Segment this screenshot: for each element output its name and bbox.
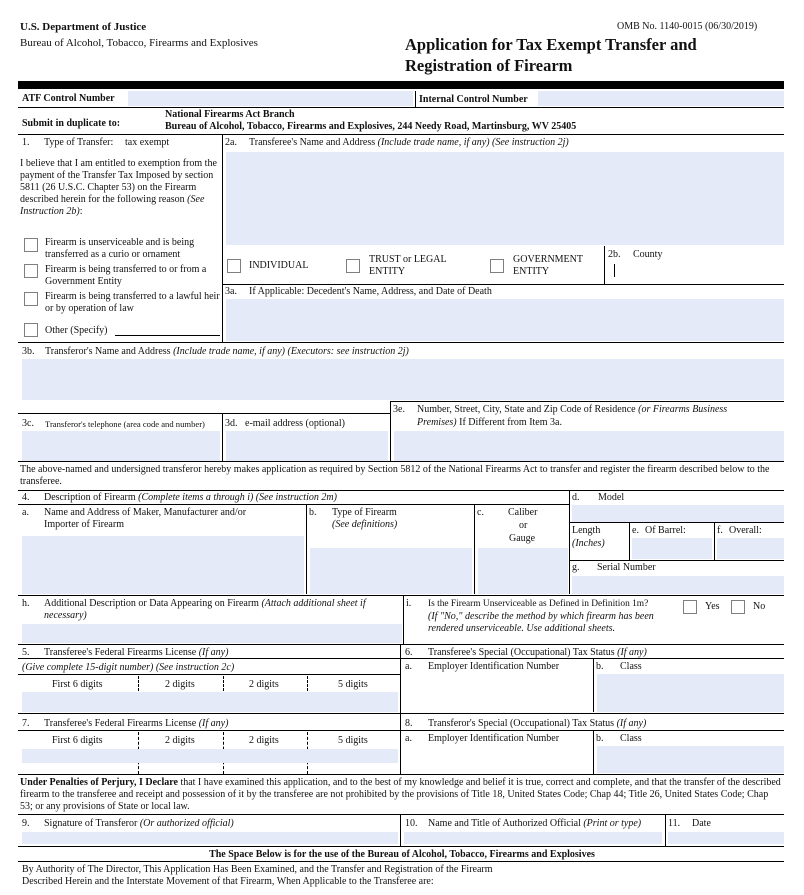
s4a-label-line2: Importer of Firearm: [44, 519, 124, 530]
divider: [604, 246, 605, 284]
divider: [18, 342, 784, 343]
s6-label-text: Transferee's Special (Occupational) Tax Status: [428, 647, 615, 658]
application-statement: The above-named and undersigned transferor hereby makes application as required by Section 5812 of the National Firearms Act to transfer and register the firearm described below to the transferee.: [20, 464, 770, 487]
s4c-num: c.: [477, 507, 484, 518]
s6a-label: Employer Identification Number: [428, 661, 560, 672]
divider: [18, 490, 784, 491]
s3e-label: Number, Street, City, State and Zip Code of Residence: [417, 404, 636, 415]
s7-col4: 5 digits: [338, 735, 368, 746]
s11-num: 11.: [668, 818, 681, 829]
s3e-line1: [417, 404, 727, 416]
s6-ifany: (If any): [617, 647, 647, 658]
divider: [18, 814, 784, 815]
divider: [222, 413, 223, 461]
s1-option2-label: Firearm is being transferred to or from a Government Entity: [45, 264, 207, 287]
s4h-note2: necessary): [44, 610, 87, 621]
s4b-num: b.: [309, 507, 317, 518]
date-field[interactable]: [668, 832, 784, 844]
s1-option4-label: Other (Specify): [45, 325, 108, 336]
s10-label-text: Name and Title of Authorized Official: [428, 818, 581, 829]
government-label-line1: GOVERNMENT: [513, 254, 583, 265]
divider: [400, 730, 784, 731]
transferee-sot-class-field[interactable]: [597, 674, 784, 712]
perjury-lead: Under Penalties of Perjury, I Declare: [20, 777, 178, 788]
s7-col3: 2 digits: [249, 735, 279, 746]
s5-col1: First 6 digits: [52, 679, 103, 690]
yes-label: Yes: [705, 601, 720, 612]
s8a-label: Employer Identification Number: [428, 733, 560, 744]
divider: [403, 595, 404, 644]
s2b-num: 2b.: [608, 249, 621, 260]
s8-ifany: (If any): [616, 718, 647, 729]
transferor-signature-field[interactable]: [22, 832, 398, 844]
s2a-num: 2a.: [225, 137, 237, 148]
s9-label: [44, 818, 234, 830]
s4c-label-line3: Gauge: [509, 533, 536, 544]
caliber-field[interactable]: [478, 548, 568, 594]
s3e-note3: If Different from Item 3a.: [459, 417, 562, 428]
s4-num: 4.: [22, 492, 30, 503]
s3e-note2: Premises): [417, 417, 457, 428]
divider: [18, 644, 784, 645]
divider: [593, 730, 594, 774]
divider: [400, 644, 401, 774]
transferor-phone-field[interactable]: [22, 431, 220, 461]
official-name-field[interactable]: [404, 832, 662, 844]
divider: [18, 595, 784, 596]
s5-note: (Give complete 15-digit number) (See instruction 2c): [22, 662, 235, 673]
s4b-label-line2: (See definitions): [332, 519, 398, 530]
perjury-text: that I have examined this application, and to the best of my knowledge and belief it is true, correct and complete, and that the transfer of the described firearm to the transferee and receipt and possession of it by the transferee are not prohibited by the provisions of Title 18, United States Code; Chap 44; Title 26, United States Code; Chap 53; or any provisions of State or local law.: [20, 777, 781, 812]
branch-address: Bureau of Alcohol, Tobacco, Firearms and Explosives, 244 Needy Road, Martinsburg, WV 25405: [165, 121, 577, 132]
divider: [474, 504, 475, 594]
trust-label-line2: ENTITY: [369, 266, 406, 277]
s4h-label: Additional Description or Data Appearing on Firearm: [44, 598, 259, 609]
divider: [18, 846, 784, 847]
authority-line1: By Authority of The Director, This Application Has Been Examined, and the Transfer and Registration of the Firearm: [22, 864, 493, 875]
divider: [18, 107, 784, 108]
s6b-num: b.: [596, 661, 604, 672]
divider: [569, 522, 784, 523]
s4g-num: g.: [572, 562, 580, 573]
s1-option1-label: Firearm is unserviceable and is being transferred as a curio or ornament: [45, 237, 195, 260]
s3b-label: [45, 346, 409, 358]
trust-checkbox[interactable]: [346, 259, 360, 273]
divider: [390, 401, 391, 461]
s4-label: [44, 492, 337, 504]
s3a-label: If Applicable: Decedent's Name, Address, and Date of Death: [249, 286, 492, 297]
branch-name: National Firearms Act Branch: [165, 109, 295, 120]
bureau-name: Bureau of Alcohol, Tobacco, Firearms and Explosives: [20, 37, 258, 49]
atf-control-label: ATF Control Number: [22, 93, 115, 104]
s4c-label-line1: Caliber: [508, 507, 538, 518]
divider: [390, 401, 784, 402]
serial-number-field[interactable]: [572, 576, 784, 594]
s1-belief: [20, 158, 220, 218]
atf-use-heading: The Space Below is for the use of the Bureau of Alcohol, Tobacco, Firearms and Explosives: [209, 849, 595, 860]
s8-num: 8.: [405, 718, 413, 729]
s10-num: 10.: [405, 818, 418, 829]
s4d-num: d.: [572, 492, 580, 503]
s10-note: (Print or type): [583, 818, 642, 829]
divider: [569, 560, 784, 561]
s8b-num: b.: [596, 733, 604, 744]
divider: [629, 522, 630, 560]
s5-col3: 2 digits: [249, 679, 279, 690]
s3d-label: e-mail address (optional): [245, 418, 345, 429]
s10-label: [428, 818, 641, 830]
form-title-line1: Application for Tax Exempt Transfer and: [405, 35, 697, 54]
s7-label: [44, 718, 228, 730]
divider: [307, 676, 308, 691]
s4-note: (Complete items a through i) (See instruction 2m): [138, 492, 337, 503]
s2b-label: County: [633, 249, 663, 260]
divider: [18, 674, 400, 675]
individual-checkbox[interactable]: [227, 259, 241, 273]
trust-label-line1: TRUST or LEGAL: [369, 254, 447, 265]
divider: [714, 522, 715, 560]
unserviceable-no-checkbox[interactable]: [731, 600, 745, 614]
s4h-note1: (Attach additional sheet if: [261, 598, 366, 609]
government-checkbox[interactable]: [490, 259, 504, 273]
divider: [569, 490, 570, 594]
additional-description-field[interactable]: [22, 624, 402, 643]
unserviceable-yes-checkbox[interactable]: [683, 600, 697, 614]
divider: [18, 504, 570, 505]
form-title-line2: Registration of Firearm: [405, 56, 573, 75]
transferor-ffl-field[interactable]: [22, 749, 398, 763]
s1-option1-checkbox[interactable]: [24, 238, 38, 252]
s4e-num: e.: [632, 525, 639, 536]
s6b-label: Class: [620, 661, 642, 672]
s8a-num: a.: [405, 733, 412, 744]
divider: [665, 814, 666, 846]
divider: [223, 676, 224, 691]
transferor-residence-field[interactable]: [394, 431, 784, 461]
s11-label: Date: [692, 818, 711, 829]
length-inches: (Inches): [572, 538, 605, 549]
s3b-note: (Include trade name, if any) (Executors: see instruction 2j): [173, 346, 409, 357]
perjury-declaration: [20, 777, 782, 813]
s6-num: 6.: [405, 647, 413, 658]
s6a-num: a.: [405, 661, 412, 672]
s4a-label-line1: Name and Address of Maker, Manufacturer and/or: [44, 507, 247, 518]
barrel-length-field[interactable]: [632, 538, 712, 559]
s4f-label: Overall:: [729, 525, 762, 536]
divider: [222, 134, 223, 342]
divider: [400, 658, 784, 659]
s1-label: Type of Transfer:: [44, 137, 114, 148]
s9-num: 9.: [22, 818, 30, 829]
divider: [18, 861, 784, 862]
s4i-note1: (If "No," describe the method by which firearm has been: [428, 611, 654, 622]
s8-label-text: Transferor's Special (Occupational) Tax Status: [428, 718, 615, 729]
s4i-note2: rendered unserviceable. Use additional sheets.: [428, 623, 615, 634]
no-label: No: [753, 601, 766, 612]
divider: [18, 134, 784, 135]
divider: [593, 658, 594, 712]
divider: [18, 658, 400, 659]
s4c-label-line2: or: [519, 520, 528, 531]
s2a-note: (Include trade name, if any) (See instruction 2j): [377, 137, 569, 148]
s4i-label: Is the Firearm Unserviceable as Defined in Definition 1m?: [428, 599, 649, 609]
s2a-label: [249, 137, 569, 149]
s4b-label-line1: Type of Firearm: [332, 507, 397, 518]
s1-option3-checkbox[interactable]: [24, 292, 38, 306]
s5-col4: 5 digits: [338, 679, 368, 690]
transferor-sot-class-field[interactable]: [597, 746, 784, 773]
divider: [222, 284, 784, 285]
s9-label-text: Signature of Transferor: [44, 818, 138, 829]
s1-option3-label: Firearm is being transferred to a lawful heir or by operation of law: [45, 291, 220, 314]
s4h-num: h.: [22, 598, 30, 609]
government-label-line2: ENTITY: [513, 266, 550, 277]
transferee-ffl-field[interactable]: [22, 692, 398, 712]
s3e-note1: (or Firearms Business: [638, 404, 728, 415]
divider: [415, 91, 416, 107]
s7-col1: First 6 digits: [52, 735, 103, 746]
s3b-label-text: Transferor's Name and Address: [45, 346, 171, 357]
s4e-label: Of Barrel:: [645, 525, 686, 536]
divider: [18, 713, 784, 714]
s3c-label: Transferor's telephone (area code and number): [45, 419, 205, 429]
s4f-num: f.: [717, 525, 723, 536]
s8b-label: Class: [620, 733, 642, 744]
county-cursor: [614, 264, 615, 277]
s5-label-text: Transferee's Federal Firearms License: [44, 647, 197, 658]
s4g-label: Serial Number: [597, 562, 656, 573]
s1-belief-text: I believe that I am entitled to exemption from the payment of the Transfer Tax Imposed by section 5811 (26 U.S.C. Chapter 53) on the Firearm described herein for the following reason: [20, 158, 217, 205]
s9-note: (Or authorized official): [139, 818, 234, 829]
s1-option2-checkbox[interactable]: [24, 264, 38, 278]
divider: [138, 676, 139, 691]
header-rule: [18, 81, 784, 89]
s7-label-text: Transferee's Federal Firearms License: [44, 718, 197, 729]
maker-name-address-field[interactable]: [22, 536, 304, 594]
s4d-label: Model: [598, 492, 625, 503]
s1-option4-checkbox[interactable]: [24, 323, 38, 337]
s7-col2: 2 digits: [165, 735, 195, 746]
s4-label-text: Description of Firearm: [44, 492, 136, 503]
s7-num: 7.: [22, 718, 30, 729]
submit-label: Submit in duplicate to:: [22, 118, 121, 129]
divider: [18, 730, 400, 731]
s3a-num: 3a.: [225, 286, 237, 297]
s2a-label-text: Transferee's Name and Address: [249, 137, 376, 148]
s1-num: 1.: [22, 137, 30, 148]
s3b-num: 3b.: [22, 346, 35, 357]
s3e-num: 3e.: [393, 404, 405, 415]
s3e-line2: [417, 417, 562, 429]
firearm-type-field[interactable]: [310, 548, 472, 594]
s5-col2: 2 digits: [165, 679, 195, 690]
divider: [18, 774, 784, 775]
s1-colon: :: [79, 206, 83, 217]
transferor-name-address-field[interactable]: [22, 359, 784, 400]
s4h-line1: [44, 598, 366, 610]
s1-other-specify-line[interactable]: [115, 335, 220, 336]
s4i-num: i.: [406, 598, 412, 609]
s7-ifany: (If any): [198, 718, 229, 729]
atf-control-field[interactable]: [128, 91, 413, 106]
s3d-num: 3d.: [225, 418, 238, 429]
divider: [306, 504, 307, 594]
s8-label: [428, 718, 646, 730]
s1-value: tax exempt: [125, 137, 170, 148]
s3c-num: 3c.: [22, 418, 34, 429]
omb-number: OMB No. 1140-0015 (06/30/2019): [617, 21, 758, 32]
internal-control-label: Internal Control Number: [419, 94, 528, 105]
s1-see: (See Instruction 2b): [20, 194, 205, 217]
department-name: U.S. Department of Justice: [20, 21, 147, 33]
transferee-name-address-field[interactable]: [226, 152, 784, 245]
s4a-num: a.: [22, 507, 29, 518]
authority-line2: Described Herein and the Interstate Movement of that Firearm, When Applicable to the Transferee are:: [22, 876, 434, 887]
s5-num: 5.: [22, 647, 30, 658]
decedent-field[interactable]: [226, 299, 784, 341]
divider: [18, 413, 390, 414]
s5-ifany: (If any): [198, 647, 229, 658]
individual-label: INDIVIDUAL: [249, 260, 309, 271]
internal-control-field[interactable]: [538, 91, 784, 106]
transferor-email-field[interactable]: [226, 431, 388, 461]
divider: [18, 461, 784, 462]
length-label: Length: [572, 525, 601, 536]
divider: [400, 814, 401, 846]
model-field[interactable]: [572, 505, 784, 522]
overall-length-field[interactable]: [717, 538, 784, 559]
